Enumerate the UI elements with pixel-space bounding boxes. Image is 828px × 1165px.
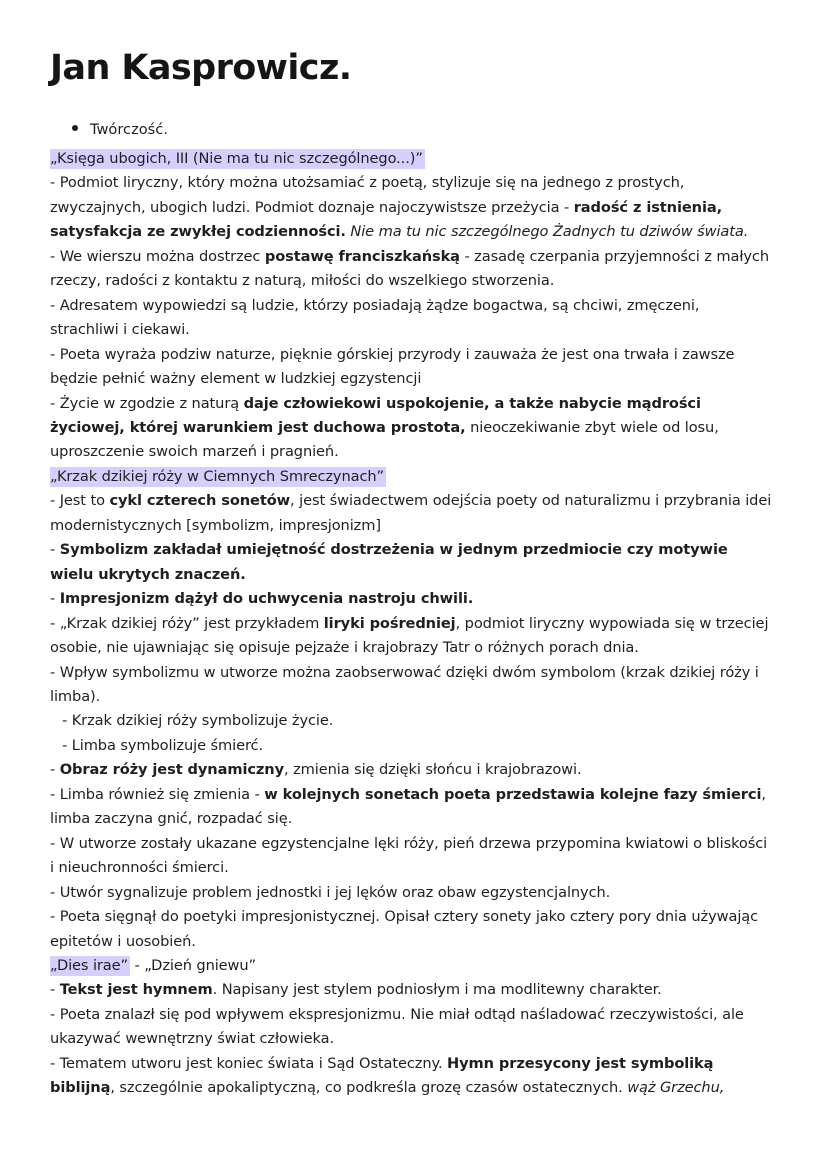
paragraph: - Poeta sięgnął do poetyki impresjonistycznej. Opisał cztery sonety jako cztery pory dnia używając epitetów i uosobień. (50, 908, 759, 950)
paragraph (50, 245, 772, 294)
bullet-text: Twórczość. (90, 121, 168, 138)
section-1-title (50, 147, 772, 171)
bold-text: Obraz róży jest dynamiczny (59, 761, 284, 779)
paragraph (50, 612, 772, 661)
text: , zmienia się dzięki słońcu i krajobrazowi. (284, 761, 582, 779)
text: - Tematem utworu jest koniec świata i Sąd Ostateczny. (50, 1054, 448, 1072)
document-body (50, 147, 772, 1101)
paragraph (50, 1052, 772, 1101)
paragraph: - Poeta znalazł się pod wpływem ekspresjonizmu. Nie miał odtąd naśladować rzeczywistości, ale ukazywać wewnętrzny świat człowieka. (50, 1005, 744, 1048)
highlighted-title: „Krzak dzikiej róży w Ciemnych Smreczynach” (50, 467, 384, 485)
bold-text: Hymn przesycony jest symboliką biblijną (50, 1054, 714, 1097)
text: , limba zaczyna gnić, rozpadać się. (50, 785, 766, 828)
indented-line: - Limba symbolizuje śmierć. (62, 736, 263, 754)
text: - Podmiot liryczny, który można utożsamiać z poetą, stylizuje się na jednego z prostych, zwyczajnych, ubogich ludzi. Podmiot doznaje najoczywistsze przeżycia - (50, 174, 685, 216)
text: - Limba również się zmienia - (50, 785, 265, 803)
section-3-title (50, 954, 772, 978)
document-title: Jan Kasprowicz. (50, 48, 352, 88)
bold-text: cykl czterech sonetów (109, 492, 291, 510)
bullet-item (72, 120, 168, 140)
bold-text: Symbolizm zakładał umiejętność dostrzeżenia w jednym przedmiocie czy motywie wielu ukrytych znaczeń. (50, 541, 728, 583)
text: - (50, 761, 60, 779)
paragraph (50, 489, 772, 538)
text: , szczególnie apokaliptyczną, co podkreśla grozę czasów ostatecznych. (110, 1079, 628, 1097)
text: - (50, 590, 60, 608)
paragraph: - W utworze zostały ukazane egzystencjalne lęki róży, pień drzewa przypomina kwiatowi o bliskości i nieuchronności śmierci. (50, 834, 768, 877)
text: - Jest to (50, 492, 110, 510)
indented-line: - Krzak dzikiej róży symbolizuje życie. (62, 712, 334, 730)
paragraph (50, 978, 772, 1002)
bold-text: daje człowiekowi uspokojenie, a także nabycie mądrości życiowej, której warunkiem jest duchowa prostota, (50, 394, 701, 436)
paragraph (50, 392, 772, 465)
italic-quote: Nie ma tu nic szczególnego Żadnych tu dziwów świata. (345, 223, 749, 241)
paragraph: - Wpływ symbolizmu w utworze można zaobserwować dzięki dwóm symbolom (krzak dzikiej róży i limba). (50, 663, 759, 705)
paragraph (50, 538, 772, 587)
bold-text: liryki pośredniej (323, 614, 456, 632)
bullet-dot-icon (72, 125, 78, 131)
text: - Życie w zgodzie z naturą (50, 394, 244, 412)
text: - (50, 541, 60, 559)
highlighted-title: „Księga ubogich, III (Nie ma tu nic szczególnego...)” (50, 150, 423, 167)
text: - (50, 981, 60, 999)
paragraph (50, 758, 772, 782)
bold-text: Impresjonizm dążył do uchwycenia nastroju chwili. (59, 590, 474, 608)
text: , podmiot liryczny wypowiada się w trzeciej osobie, nie ujawniając się opisuje pejzaże i krajobrazy Tatr o różnych porach dnia. (50, 614, 769, 657)
text: - We wierszu można dostrzec (50, 247, 265, 265)
paragraph: - Poeta wyraża podziw naturze, pięknie górskiej przyrody i zauważa że jest ona trwała i zawsze będzie pełnić ważny element w ludzkiej egzystencji (50, 345, 735, 388)
text: , jest świadectwem odejścia poety od naturalizmu i przybrania idei modernistycznych [symbolizm, impresjonizm] (50, 492, 772, 534)
paragraph (50, 587, 772, 611)
paragraph: - Adresatem wypowiedzi są ludzie, którzy posiadają żądze bogactwa, są chciwi, zmęczeni, strachliwi i ciekawi. (50, 296, 700, 339)
text: . Napisany jest stylem podniosłym i ma modlitewny charakter. (212, 981, 662, 999)
text: - zasadę czerpania przyjemności z małych rzeczy, radości z kontaktu z naturą, miłości do wszelkiego stworzenia. (50, 247, 769, 290)
text: nieoczekiwanie zbyt wiele od losu, uproszczenie swoich marzeń i pragnień. (50, 418, 719, 461)
bold-text: postawę franciszkańską (264, 247, 460, 265)
text: - „Krzak dzikiej róży” jest przykładem (50, 614, 324, 632)
bold-text: radość z istnienia, satysfakcja ze zwykłej codzienności. (50, 198, 723, 241)
paragraph (50, 171, 772, 244)
text: - „Dzień gniewu” (130, 956, 256, 974)
paragraph: - Utwór sygnalizuje problem jednostki i jej lęków oraz obaw egzystencjalnych. (50, 883, 611, 901)
highlighted-title: „Dies irae” (50, 956, 128, 974)
bold-text: w kolejnych sonetach poeta przedstawia kolejne fazy śmierci (264, 785, 762, 803)
section-2-title (50, 465, 772, 489)
italic-quote: wąż Grzechu, (627, 1079, 725, 1097)
paragraph (50, 783, 772, 832)
bold-text: Tekst jest hymnem (59, 981, 213, 999)
